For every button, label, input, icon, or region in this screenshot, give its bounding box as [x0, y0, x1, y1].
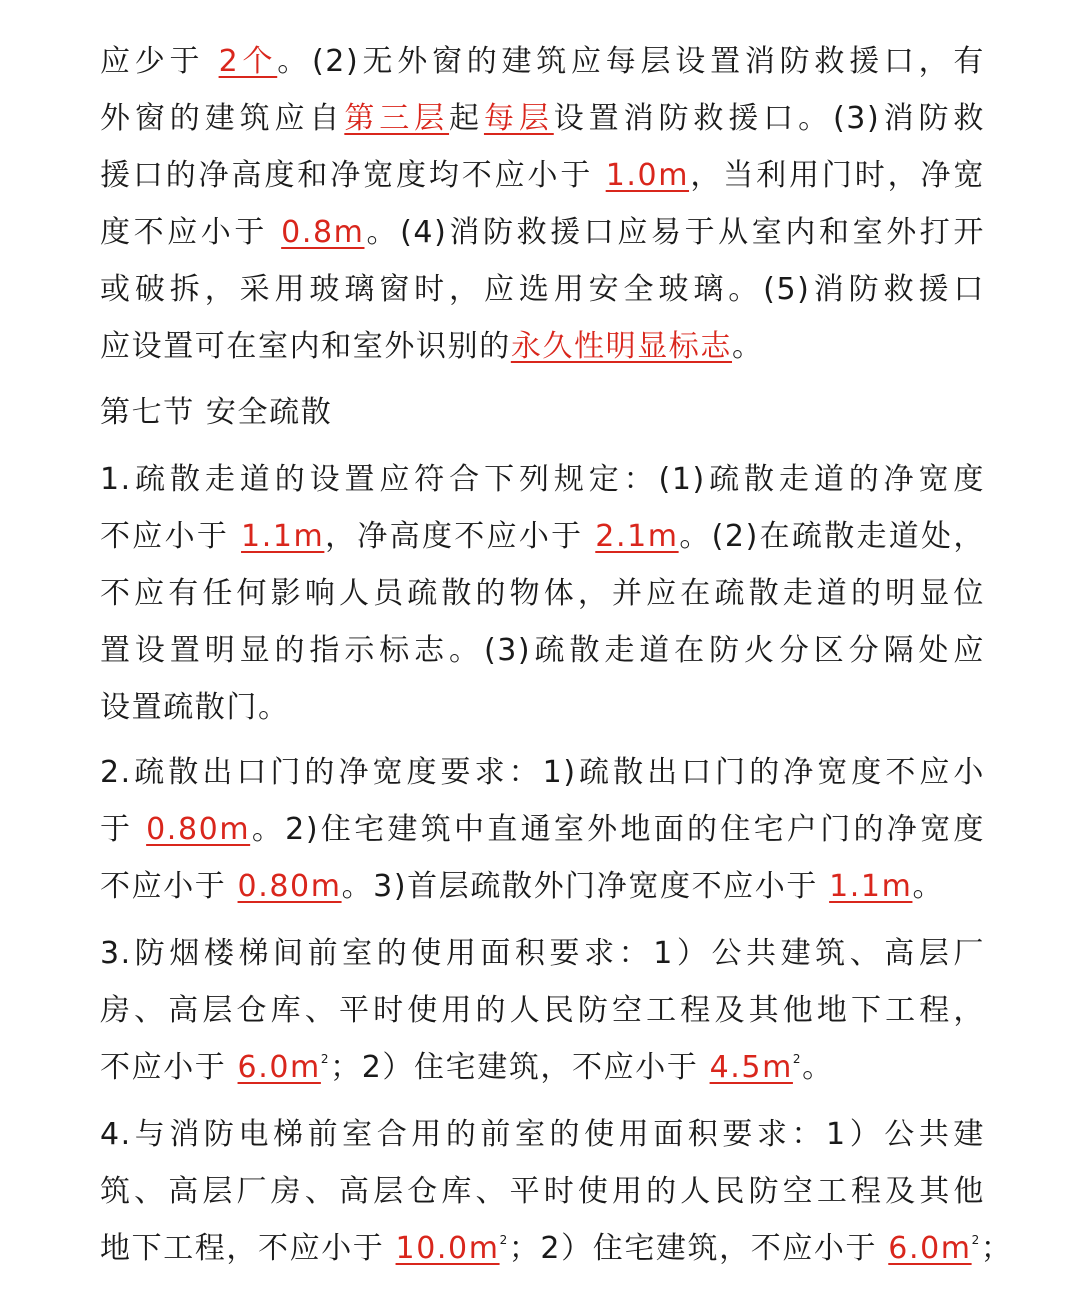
text-run: 援口的净高度和净宽度均不应小于 — [100, 158, 606, 193]
text-run: 2.疏散出口门的净宽度要求：1)疏散出口门的净宽度不应小 — [100, 755, 985, 790]
text-run: 外窗的建筑应自 — [100, 101, 345, 136]
text-line — [100, 1106, 985, 1163]
text-run: 不应有任何影响人员疏散的物体，并应在疏散走道的明显位 — [100, 576, 985, 611]
text-run: 。3)首层疏散外门净宽度不应小于 — [341, 869, 830, 904]
text-run: 设置消防救援口。(3)消防救 — [553, 101, 985, 136]
text-line — [100, 982, 985, 1039]
text-run: 1.疏散走道的设置应符合下列规定：(1)疏散走道的净宽度 — [100, 462, 985, 497]
text-line — [100, 451, 985, 508]
text-line — [100, 801, 985, 858]
text-line — [100, 1039, 985, 1096]
highlighted-value: 2个 — [218, 44, 278, 79]
text-run: 房、高层仓库、平时使用的人民防空工程及其他地下工程， — [100, 993, 985, 1028]
text-line — [100, 147, 985, 204]
highlighted-value: 永久性明显标志 — [510, 329, 733, 364]
highlighted-value: 0.80m — [146, 812, 251, 847]
text-run: 于 — [100, 812, 147, 847]
text-run: 。(2)无外窗的建筑应每层设置消防救援口，有 — [277, 44, 986, 79]
text-run: 不应小于 — [100, 1050, 238, 1085]
highlighted-value: 1.1m — [241, 519, 325, 554]
highlighted-value: 1.0m — [605, 158, 690, 193]
text-line — [100, 679, 985, 736]
text-run: ，净高度不应小于 — [324, 519, 596, 554]
text-run: 。 — [912, 869, 945, 904]
text-line — [100, 925, 985, 982]
text-line — [100, 318, 985, 375]
text-run: 。(4)消防救援口应易于从室内和室外打开 — [364, 215, 985, 250]
highlighted-value: 6.0m — [888, 1231, 972, 1266]
text-run: 度不应小于 — [100, 215, 282, 250]
text-run: 或破拆，采用玻璃窗时，应选用安全玻璃。(5)消防救援口 — [100, 272, 985, 307]
highlighted-value: 2.1m — [595, 519, 679, 554]
highlighted-value: 1.1m — [829, 869, 913, 904]
text-line — [100, 384, 985, 441]
text-run: 地下工程，不应小于 — [100, 1231, 396, 1266]
highlighted-value: 6.0m — [237, 1050, 321, 1085]
text-run: 应设置可在室内和室外识别的 — [100, 329, 511, 364]
superscript: 2 — [971, 1233, 981, 1247]
highlighted-value: 每层 — [483, 101, 554, 136]
text-run: 4.与消防电梯前室合用的前室的使用面积要求：1）公共建 — [100, 1117, 985, 1152]
text-line — [100, 1220, 1013, 1277]
superscript: 2 — [499, 1233, 509, 1247]
paragraph-fire-elevator-anteroom — [100, 1106, 1013, 1277]
paragraph-evacuation-corridor — [100, 451, 985, 736]
highlighted-value: 0.80m — [237, 869, 342, 904]
text-run: 起 — [449, 101, 484, 136]
text-line — [100, 858, 985, 915]
highlighted-value: 4.5m — [709, 1050, 793, 1085]
text-run: 设置疏散门。 — [100, 690, 290, 725]
text-line — [100, 261, 985, 318]
text-run: 置设置明显的指示标志。(3)疏散走道在防火分区分隔处应 — [100, 633, 985, 668]
text-run: 。 — [802, 1050, 834, 1085]
text-line — [100, 565, 985, 622]
paragraph-smoke-stair-anteroom — [100, 925, 985, 1096]
text-run: 3.防烟楼梯间前室的使用面积要求：1）公共建筑、高层厂 — [100, 936, 985, 971]
highlighted-value: 第三层 — [344, 101, 450, 136]
superscript: 2 — [792, 1052, 803, 1066]
text-run: 应少于 — [100, 44, 219, 79]
text-run: 。2)住宅建筑中直通室外地面的住宅户门的净宽度 — [250, 812, 985, 847]
text-line — [100, 508, 985, 565]
text-run: 不应小于 — [100, 519, 242, 554]
paragraph-exit-door-width — [100, 744, 985, 915]
section-heading — [100, 384, 985, 441]
text-line — [100, 744, 985, 801]
text-line — [100, 1163, 985, 1220]
highlighted-value: 0.8m — [281, 215, 365, 250]
text-line — [100, 204, 985, 261]
text-run: 第七节 安全疏散 — [100, 395, 333, 430]
superscript: 2 — [320, 1052, 331, 1066]
text-run: ，当利用门时，净宽 — [689, 158, 985, 193]
text-run: 。(2)在疏散走道处， — [678, 519, 985, 554]
text-run: 筑、高层厂房、高层仓库、平时使用的人民防空工程及其他 — [100, 1174, 985, 1209]
text-line — [100, 90, 985, 147]
text-run: 不应小于 — [100, 869, 238, 904]
text-run: 。 — [732, 329, 764, 364]
text-run: ； — [980, 1231, 1013, 1266]
text-run: ；2）住宅建筑，不应小于 — [508, 1231, 889, 1266]
text-line — [100, 622, 985, 679]
text-line — [100, 33, 985, 90]
paragraph-rescue-openings — [100, 33, 985, 375]
text-run: ；2）住宅建筑，不应小于 — [330, 1050, 710, 1085]
highlighted-value: 10.0m — [395, 1231, 500, 1266]
